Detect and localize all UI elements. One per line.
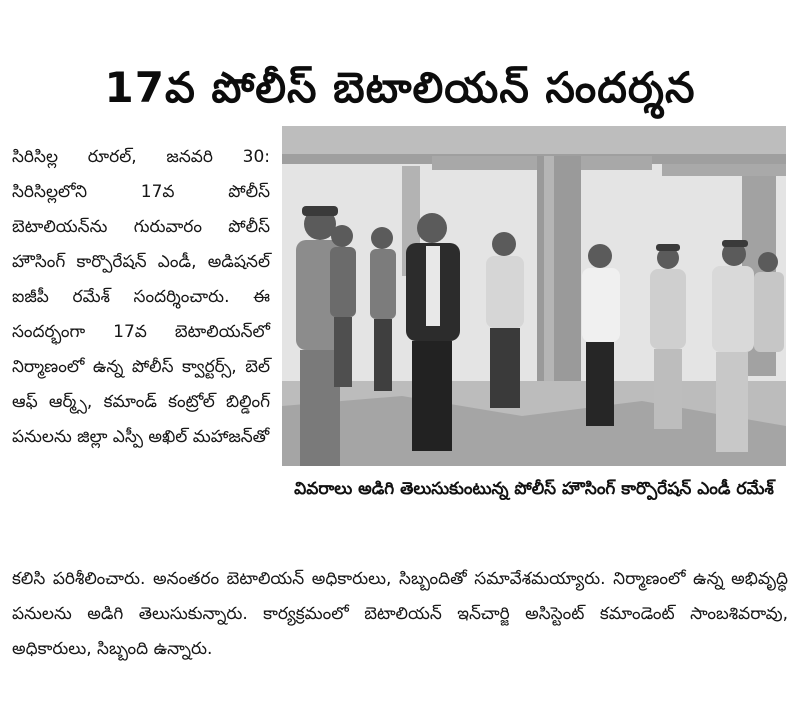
article-body-column: సిరిసిల్ల రూరల్, జనవరి 30: సిరిసిల్లలోని 17వ పోలీస్ బెటాలియన్‌ను గురువారం పోలీస్ హౌసింగ్ కార్పొరేషన్ ఎండీ, అడిషనల్ ఐజీపీ రమేశ్ సందర్శించారు. ఈ సందర్భంగా 17వ బెటాలియన్‌లో నిర్మాణంలో ఉన్న పోలీస్ క్వార్టర్స్, బెల్ ఆఫ్ ఆర్మ్స్, కమాండ్ కంట్రోల్ బిల్డింగ్ పనులను జిల్లా ఎస్పీ అఖిల్ మహాజన్‌తో xyxy=(12,147,270,447)
photo-illustration xyxy=(282,126,786,466)
article-body-full: కలిసి పరిశీలించారు. అనంతరం బెటాలియన్ అధికారులు, సిబ్బందితో సమావేశమయ్యారు. నిర్మాణంలో ఉన్న అభివృద్ధి పనులను అడిగి తెలుసుకున్నారు. కార్యక్రమంలో బెటాలియన్ ఇన్‌చార్జి అసిస్టెంట్ కమాండెంట్ సాంబశివరావు, అధికారులు, సిబ్బంది ఉన్నారు. xyxy=(12,569,788,659)
photo-caption: వివరాలు అడిగి తెలుసుకుంటున్న పోలీస్ హౌసింగ్ కార్పొరేషన్ ఎండీ రమేశ్ xyxy=(294,479,774,499)
headline: 17వ పోలీస్ బెటాలియన్ సందర్శన xyxy=(104,63,696,113)
news-photo xyxy=(282,126,786,466)
